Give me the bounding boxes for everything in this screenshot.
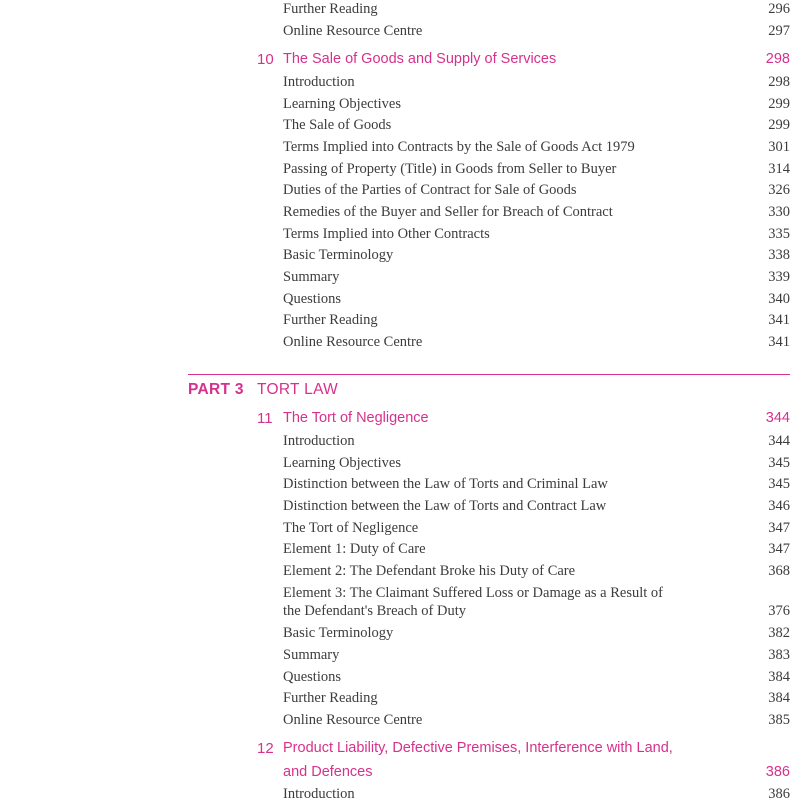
entry-title: Basic Terminology — [283, 247, 394, 263]
chapter-title: The Sale of Goods and Supply of Services — [283, 51, 557, 67]
entry-title: Terms Implied into Other Contracts — [283, 226, 490, 242]
entry-title: Introduction — [283, 74, 355, 90]
entry-page: 299 — [768, 96, 790, 112]
entry-page: 347 — [768, 520, 790, 536]
entry-title: Distinction between the Law of Torts and Criminal Law — [283, 476, 608, 492]
entry-title: Summary — [283, 647, 340, 663]
chapter-heading-12[interactable] — [257, 740, 790, 786]
entry-title: The Tort of Negligence — [283, 520, 419, 536]
entry-page: 384 — [768, 690, 790, 706]
entry-title: Element 3: The Claimant Suffered Loss or Damage as a Result of — [283, 585, 663, 601]
toc-entry[interactable] — [283, 585, 790, 625]
part-title: TORT LAW — [257, 381, 339, 398]
chapter-title: Product Liability, Defective Premises, Interference with Land, — [283, 740, 673, 756]
chapter-number: 12 — [257, 740, 274, 757]
entry-title: Basic Terminology — [283, 625, 394, 641]
entry-title: Online Resource Centre — [283, 334, 423, 350]
entry-title: Introduction — [283, 786, 355, 802]
entry-page: 345 — [768, 476, 790, 492]
entry-page: 296 — [768, 1, 790, 17]
entry-page: 368 — [768, 563, 790, 579]
chapter-number: 10 — [257, 51, 274, 68]
entry-page: 338 — [768, 247, 790, 263]
entry-title: Further Reading — [283, 312, 378, 328]
entry-title: Learning Objectives — [283, 96, 401, 112]
entry-title: Duties of the Parties of Contract for Sale of Goods — [283, 182, 577, 198]
entry-title: Online Resource Centre — [283, 712, 423, 728]
entry-title: Online Resource Centre — [283, 23, 423, 39]
entry-title: Element 2: The Defendant Broke his Duty of Care — [283, 563, 576, 579]
entry-title: The Sale of Goods — [283, 117, 392, 133]
entry-title: Further Reading — [283, 690, 378, 706]
chapter-title: The Tort of Negligence — [283, 410, 429, 426]
chapter-page: 344 — [765, 410, 790, 426]
chapter-title-continued: and Defences — [283, 764, 373, 780]
chapter-page: 386 — [765, 764, 790, 780]
entry-page: 384 — [768, 669, 790, 685]
part-divider — [188, 374, 790, 375]
entry-page: 340 — [768, 291, 790, 307]
chapter-page: 298 — [765, 51, 790, 67]
entry-page: 330 — [768, 204, 790, 220]
entry-page: 297 — [768, 23, 790, 39]
chapter-number: 11 — [257, 410, 273, 427]
part-heading[interactable] — [188, 381, 339, 399]
entry-page: 339 — [768, 269, 790, 285]
entry-page: 386 — [768, 786, 790, 802]
entry-page: 341 — [768, 312, 790, 328]
entry-title: Learning Objectives — [283, 455, 401, 471]
entry-page: 314 — [768, 161, 790, 177]
entry-page: 301 — [768, 139, 790, 155]
entry-page: 382 — [768, 625, 790, 641]
entry-title: Questions — [283, 291, 341, 307]
entry-title: Terms Implied into Contracts by the Sale of Goods Act 1979 — [283, 139, 635, 155]
entry-page: 376 — [768, 603, 790, 619]
entry-title: Summary — [283, 269, 340, 285]
entry-page: 335 — [768, 226, 790, 242]
entry-title: Further Reading — [283, 1, 378, 17]
entry-page: 298 — [768, 74, 790, 90]
entry-title: Passing of Property (Title) in Goods from Seller to Buyer — [283, 161, 617, 177]
entry-page: 299 — [768, 117, 790, 133]
entry-page: 345 — [768, 455, 790, 471]
entry-page: 326 — [768, 182, 790, 198]
entry-title: Remedies of the Buyer and Seller for Breach of Contract — [283, 204, 613, 220]
entry-title: Element 1: Duty of Care — [283, 541, 426, 557]
entry-page: 347 — [768, 541, 790, 557]
entry-page: 383 — [768, 647, 790, 663]
entry-title: Introduction — [283, 433, 355, 449]
entry-title: Questions — [283, 669, 341, 685]
entry-page: 344 — [768, 433, 790, 449]
part-label: PART 3 — [188, 381, 244, 398]
entry-title: Distinction between the Law of Torts and Contract Law — [283, 498, 607, 514]
entry-page: 385 — [768, 712, 790, 728]
entry-title-continued: the Defendant's Breach of Duty — [283, 603, 466, 619]
entry-page: 341 — [768, 334, 790, 350]
entry-page: 346 — [768, 498, 790, 514]
